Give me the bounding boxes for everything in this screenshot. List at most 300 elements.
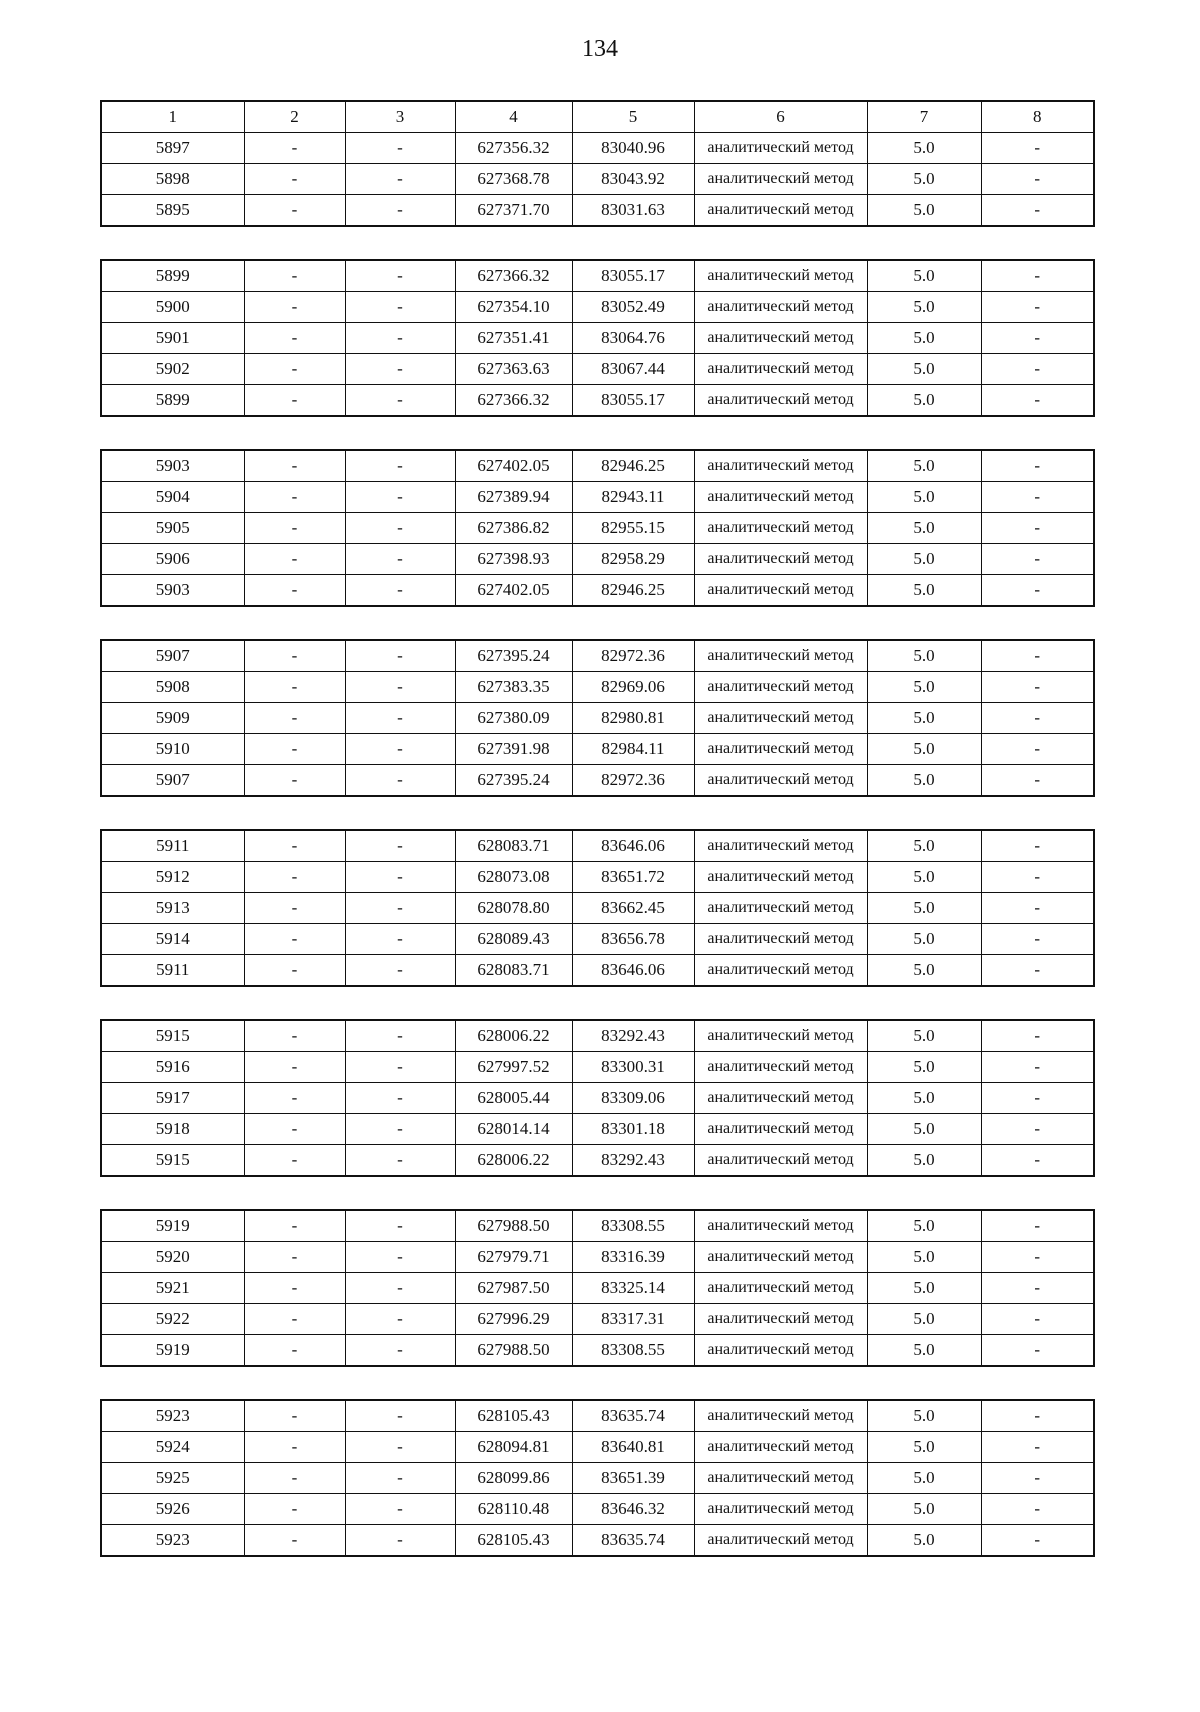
table-cell: 5.0 — [867, 354, 981, 385]
table-cell: - — [981, 765, 1094, 797]
table-cell: - — [244, 323, 345, 354]
table-cell: - — [244, 575, 345, 607]
table-cell: - — [981, 734, 1094, 765]
table-cell: - — [981, 1114, 1094, 1145]
table-cell: 5.0 — [867, 1210, 981, 1242]
table-cell: 83308.55 — [572, 1335, 694, 1367]
table-cell: 82946.25 — [572, 450, 694, 482]
table-cell: 83067.44 — [572, 354, 694, 385]
table-cell: - — [981, 292, 1094, 323]
table-cell: 5.0 — [867, 1463, 981, 1494]
table-cell: 82969.06 — [572, 672, 694, 703]
table-cell: аналитический метод — [694, 703, 867, 734]
table-cell: 5910 — [101, 734, 244, 765]
table-cell: - — [981, 1242, 1094, 1273]
table-cell: 83656.78 — [572, 924, 694, 955]
table-row — [101, 1083, 1094, 1114]
coordinates-table — [100, 1209, 1095, 1367]
table-cell: 628105.43 — [455, 1525, 572, 1557]
table-cell: 627402.05 — [455, 575, 572, 607]
table-cell: 83651.72 — [572, 862, 694, 893]
table-cell: 628014.14 — [455, 1114, 572, 1145]
table-cell: 83635.74 — [572, 1525, 694, 1557]
table-cell: 627354.10 — [455, 292, 572, 323]
table-cell: - — [244, 703, 345, 734]
table-cell: 5908 — [101, 672, 244, 703]
coordinates-table — [100, 829, 1095, 987]
table-cell: - — [345, 1463, 455, 1494]
table-cell: 627351.41 — [455, 323, 572, 354]
table-cell: - — [981, 195, 1094, 227]
table-cell: - — [345, 1494, 455, 1525]
table-cell: - — [244, 1525, 345, 1557]
table-cell: - — [345, 1145, 455, 1177]
table-cell: - — [345, 1020, 455, 1052]
table-cell: 83662.45 — [572, 893, 694, 924]
coordinates-table — [100, 100, 1095, 227]
table-cell: аналитический метод — [694, 893, 867, 924]
table-cell: - — [244, 164, 345, 195]
coordinates-tables — [100, 100, 1093, 1557]
table-cell: 82980.81 — [572, 703, 694, 734]
table-cell: 5.0 — [867, 1020, 981, 1052]
table-cell: - — [345, 672, 455, 703]
column-header: 8 — [981, 101, 1094, 133]
table-cell: аналитический метод — [694, 575, 867, 607]
table-cell: 5.0 — [867, 133, 981, 164]
table-cell: - — [244, 260, 345, 292]
table-cell: - — [981, 1432, 1094, 1463]
table-cell: 5911 — [101, 830, 244, 862]
table-cell: - — [981, 164, 1094, 195]
table-cell: 83640.81 — [572, 1432, 694, 1463]
table-row — [101, 703, 1094, 734]
table-cell: 5915 — [101, 1020, 244, 1052]
table-cell: 5899 — [101, 260, 244, 292]
table-cell: аналитический метод — [694, 1114, 867, 1145]
table-cell: - — [345, 1242, 455, 1273]
table-cell: - — [981, 830, 1094, 862]
table-cell: - — [981, 955, 1094, 987]
table-cell: аналитический метод — [694, 640, 867, 672]
table-cell: 5.0 — [867, 1400, 981, 1432]
table-cell: 627979.71 — [455, 1242, 572, 1273]
table-cell: - — [981, 482, 1094, 513]
table-cell: - — [345, 924, 455, 955]
table-cell: аналитический метод — [694, 482, 867, 513]
table-cell: 5.0 — [867, 513, 981, 544]
table-cell: аналитический метод — [694, 862, 867, 893]
table-cell: 628099.86 — [455, 1463, 572, 1494]
table-row — [101, 164, 1094, 195]
table-cell: 83292.43 — [572, 1020, 694, 1052]
table-cell: 628083.71 — [455, 830, 572, 862]
table-cell: 627395.24 — [455, 765, 572, 797]
table-cell: 5915 — [101, 1145, 244, 1177]
table-row — [101, 1242, 1094, 1273]
table-cell: 5.0 — [867, 164, 981, 195]
table-gap — [100, 227, 1093, 259]
table-cell: 82946.25 — [572, 575, 694, 607]
table-cell: 83308.55 — [572, 1210, 694, 1242]
table-cell: аналитический метод — [694, 164, 867, 195]
table-cell: - — [345, 292, 455, 323]
table-cell: 5.0 — [867, 1273, 981, 1304]
table-cell: - — [345, 1432, 455, 1463]
table-cell: 5.0 — [867, 1335, 981, 1367]
table-cell: 628083.71 — [455, 955, 572, 987]
table-gap — [100, 797, 1093, 829]
table-cell: - — [244, 924, 345, 955]
table-cell: 83646.06 — [572, 955, 694, 987]
table-cell: 83646.06 — [572, 830, 694, 862]
table-row — [101, 734, 1094, 765]
table-row — [101, 1304, 1094, 1335]
table-cell: аналитический метод — [694, 513, 867, 544]
table-row — [101, 1335, 1094, 1367]
table-cell: 628078.80 — [455, 893, 572, 924]
coordinates-table — [100, 1019, 1095, 1177]
table-cell: 5926 — [101, 1494, 244, 1525]
table-cell: - — [981, 385, 1094, 417]
table-cell: - — [244, 955, 345, 987]
table-cell: 82972.36 — [572, 640, 694, 672]
table-cell: - — [244, 1494, 345, 1525]
table-row — [101, 544, 1094, 575]
table-cell: 5.0 — [867, 1052, 981, 1083]
table-row — [101, 1210, 1094, 1242]
table-cell: - — [345, 323, 455, 354]
table-cell: 627988.50 — [455, 1335, 572, 1367]
table-cell: 5.0 — [867, 734, 981, 765]
table-cell: - — [244, 1242, 345, 1273]
table-cell: 83064.76 — [572, 323, 694, 354]
table-row — [101, 893, 1094, 924]
table-cell: - — [981, 323, 1094, 354]
table-cell: 5.0 — [867, 862, 981, 893]
table-cell: 5923 — [101, 1400, 244, 1432]
table-row — [101, 1463, 1094, 1494]
table-cell: - — [244, 513, 345, 544]
table-cell: аналитический метод — [694, 1463, 867, 1494]
table-cell: - — [244, 862, 345, 893]
table-cell: - — [981, 354, 1094, 385]
table-cell: 82972.36 — [572, 765, 694, 797]
table-cell: 5.0 — [867, 195, 981, 227]
table-cell: аналитический метод — [694, 133, 867, 164]
table-cell: - — [345, 1210, 455, 1242]
table-cell: 82958.29 — [572, 544, 694, 575]
table-cell: аналитический метод — [694, 830, 867, 862]
table-cell: - — [345, 1525, 455, 1557]
table-cell: - — [981, 1052, 1094, 1083]
table-cell: 627356.32 — [455, 133, 572, 164]
column-header: 4 — [455, 101, 572, 133]
table-cell: 627366.32 — [455, 260, 572, 292]
table-cell: аналитический метод — [694, 924, 867, 955]
table-cell: - — [244, 1052, 345, 1083]
table-cell: 628006.22 — [455, 1145, 572, 1177]
table-cell: - — [244, 133, 345, 164]
table-row — [101, 830, 1094, 862]
table-cell: - — [981, 1083, 1094, 1114]
table-cell: 83052.49 — [572, 292, 694, 323]
table-cell: аналитический метод — [694, 734, 867, 765]
table-cell: - — [981, 544, 1094, 575]
table-row — [101, 575, 1094, 607]
table-cell: аналитический метод — [694, 385, 867, 417]
table-cell: 628006.22 — [455, 1020, 572, 1052]
table-cell: 83292.43 — [572, 1145, 694, 1177]
table-cell: 83055.17 — [572, 260, 694, 292]
table-cell: аналитический метод — [694, 1432, 867, 1463]
table-cell: 5907 — [101, 765, 244, 797]
table-cell: 5906 — [101, 544, 244, 575]
column-header: 2 — [244, 101, 345, 133]
table-cell: 5899 — [101, 385, 244, 417]
table-row — [101, 323, 1094, 354]
table-cell: - — [244, 544, 345, 575]
table-cell: - — [981, 703, 1094, 734]
table-cell: - — [244, 1210, 345, 1242]
table-cell: - — [981, 1210, 1094, 1242]
table-cell: 627386.82 — [455, 513, 572, 544]
table-cell: - — [345, 513, 455, 544]
table-cell: 5909 — [101, 703, 244, 734]
table-cell: - — [345, 640, 455, 672]
table-row — [101, 195, 1094, 227]
header-row — [101, 101, 1094, 133]
table-cell: 628089.43 — [455, 924, 572, 955]
table-cell: - — [345, 575, 455, 607]
table-row — [101, 260, 1094, 292]
table-cell: 5895 — [101, 195, 244, 227]
table-cell: 5907 — [101, 640, 244, 672]
table-cell: 627363.63 — [455, 354, 572, 385]
table-cell: аналитический метод — [694, 1335, 867, 1367]
table-cell: 5.0 — [867, 482, 981, 513]
coordinates-table — [100, 259, 1095, 417]
table-cell: - — [345, 1114, 455, 1145]
table-cell: аналитический метод — [694, 1210, 867, 1242]
table-cell: 5.0 — [867, 640, 981, 672]
table-cell: 5903 — [101, 450, 244, 482]
table-cell: - — [345, 893, 455, 924]
table-cell: - — [244, 734, 345, 765]
table-row — [101, 1273, 1094, 1304]
table-cell: - — [345, 544, 455, 575]
table-cell: - — [244, 1335, 345, 1367]
table-cell: 627996.29 — [455, 1304, 572, 1335]
table-cell: 83301.18 — [572, 1114, 694, 1145]
table-cell: 5.0 — [867, 1494, 981, 1525]
table-row — [101, 1525, 1094, 1557]
table-cell: - — [345, 1304, 455, 1335]
table-cell: 5.0 — [867, 1525, 981, 1557]
table-cell: - — [981, 1494, 1094, 1525]
table-cell: - — [981, 513, 1094, 544]
table-cell: - — [345, 703, 455, 734]
table-cell: аналитический метод — [694, 1304, 867, 1335]
table-row — [101, 1494, 1094, 1525]
table-row — [101, 640, 1094, 672]
table-cell: 5925 — [101, 1463, 244, 1494]
table-cell: 627389.94 — [455, 482, 572, 513]
table-cell: - — [345, 830, 455, 862]
table-cell: 5.0 — [867, 672, 981, 703]
table-cell: 628110.48 — [455, 1494, 572, 1525]
table-cell: - — [244, 482, 345, 513]
table-cell: 5.0 — [867, 830, 981, 862]
table-cell: аналитический метод — [694, 1052, 867, 1083]
table-row — [101, 482, 1094, 513]
table-cell: 83325.14 — [572, 1273, 694, 1304]
table-cell: аналитический метод — [694, 354, 867, 385]
coordinates-table — [100, 449, 1095, 607]
table-cell: 5902 — [101, 354, 244, 385]
table-cell: 5912 — [101, 862, 244, 893]
table-cell: аналитический метод — [694, 955, 867, 987]
table-cell: - — [244, 1273, 345, 1304]
table-cell: - — [981, 450, 1094, 482]
column-header: 3 — [345, 101, 455, 133]
table-cell: - — [244, 672, 345, 703]
table-cell: 627997.52 — [455, 1052, 572, 1083]
table-gap — [100, 1177, 1093, 1209]
table-cell: - — [345, 482, 455, 513]
table-cell: аналитический метод — [694, 1145, 867, 1177]
table-cell: - — [981, 1020, 1094, 1052]
table-row — [101, 354, 1094, 385]
table-cell: - — [345, 862, 455, 893]
table-cell: 5.0 — [867, 260, 981, 292]
column-header: 7 — [867, 101, 981, 133]
table-cell: 5919 — [101, 1210, 244, 1242]
table-cell: 5919 — [101, 1335, 244, 1367]
table-cell: 5911 — [101, 955, 244, 987]
column-header: 1 — [101, 101, 244, 133]
table-cell: 5.0 — [867, 544, 981, 575]
table-row — [101, 1052, 1094, 1083]
table-cell: - — [345, 354, 455, 385]
table-row — [101, 292, 1094, 323]
table-cell: аналитический метод — [694, 1494, 867, 1525]
table-cell: - — [244, 1083, 345, 1114]
table-cell: 5.0 — [867, 450, 981, 482]
column-header: 6 — [694, 101, 867, 133]
table-cell: - — [345, 195, 455, 227]
table-row — [101, 765, 1094, 797]
table-cell: - — [981, 1145, 1094, 1177]
table-cell: - — [244, 830, 345, 862]
table-cell: 5904 — [101, 482, 244, 513]
table-cell: 83040.96 — [572, 133, 694, 164]
table-cell: - — [345, 164, 455, 195]
table-cell: 83316.39 — [572, 1242, 694, 1273]
table-cell: аналитический метод — [694, 1083, 867, 1114]
table-cell: 627987.50 — [455, 1273, 572, 1304]
table-cell: 627402.05 — [455, 450, 572, 482]
table-cell: аналитический метод — [694, 672, 867, 703]
table-cell: 5.0 — [867, 893, 981, 924]
table-cell: - — [981, 1525, 1094, 1557]
table-cell: 5.0 — [867, 1145, 981, 1177]
table-cell: 627398.93 — [455, 544, 572, 575]
table-cell: - — [345, 260, 455, 292]
table-cell: 5.0 — [867, 1304, 981, 1335]
table-cell: 83055.17 — [572, 385, 694, 417]
table-gap — [100, 607, 1093, 639]
table-cell: 5.0 — [867, 575, 981, 607]
table-cell: 627366.32 — [455, 385, 572, 417]
table-cell: 5900 — [101, 292, 244, 323]
table-cell: - — [244, 354, 345, 385]
table-cell: - — [244, 1145, 345, 1177]
table-cell: 82984.11 — [572, 734, 694, 765]
table-cell: 627988.50 — [455, 1210, 572, 1242]
table-cell: 83043.92 — [572, 164, 694, 195]
table-cell: 627395.24 — [455, 640, 572, 672]
table-gap — [100, 417, 1093, 449]
table-row — [101, 385, 1094, 417]
table-row — [101, 1432, 1094, 1463]
table-cell: - — [244, 1020, 345, 1052]
table-cell: 83300.31 — [572, 1052, 694, 1083]
table-cell: - — [981, 862, 1094, 893]
table-cell: - — [981, 260, 1094, 292]
table-cell: 5.0 — [867, 323, 981, 354]
table-cell: аналитический метод — [694, 1020, 867, 1052]
table-cell: - — [345, 1335, 455, 1367]
table-cell: - — [981, 575, 1094, 607]
table-cell: 82943.11 — [572, 482, 694, 513]
table-row — [101, 1020, 1094, 1052]
table-cell: 5.0 — [867, 385, 981, 417]
table-cell: аналитический метод — [694, 765, 867, 797]
table-cell: 5898 — [101, 164, 244, 195]
table-cell: 82955.15 — [572, 513, 694, 544]
table-cell: 5.0 — [867, 765, 981, 797]
table-cell: аналитический метод — [694, 195, 867, 227]
table-cell: 5917 — [101, 1083, 244, 1114]
table-cell: 627368.78 — [455, 164, 572, 195]
table-cell: - — [345, 734, 455, 765]
table-cell: - — [981, 924, 1094, 955]
table-cell: - — [244, 640, 345, 672]
table-cell: 5.0 — [867, 1242, 981, 1273]
table-cell: - — [345, 1083, 455, 1114]
table-cell: 628073.08 — [455, 862, 572, 893]
table-row — [101, 1145, 1094, 1177]
table-row — [101, 955, 1094, 987]
table-cell: - — [244, 1432, 345, 1463]
table-cell: - — [244, 1114, 345, 1145]
table-cell: 5.0 — [867, 1432, 981, 1463]
table-cell: 5914 — [101, 924, 244, 955]
table-cell: - — [981, 1273, 1094, 1304]
table-cell: 83309.06 — [572, 1083, 694, 1114]
table-cell: аналитический метод — [694, 260, 867, 292]
table-cell: 5897 — [101, 133, 244, 164]
table-cell: - — [345, 1400, 455, 1432]
table-cell: аналитический метод — [694, 1400, 867, 1432]
table-cell: - — [981, 1335, 1094, 1367]
table-cell: 83031.63 — [572, 195, 694, 227]
table-cell: 5920 — [101, 1242, 244, 1273]
table-cell: - — [981, 1304, 1094, 1335]
table-row — [101, 513, 1094, 544]
table-row — [101, 1400, 1094, 1432]
